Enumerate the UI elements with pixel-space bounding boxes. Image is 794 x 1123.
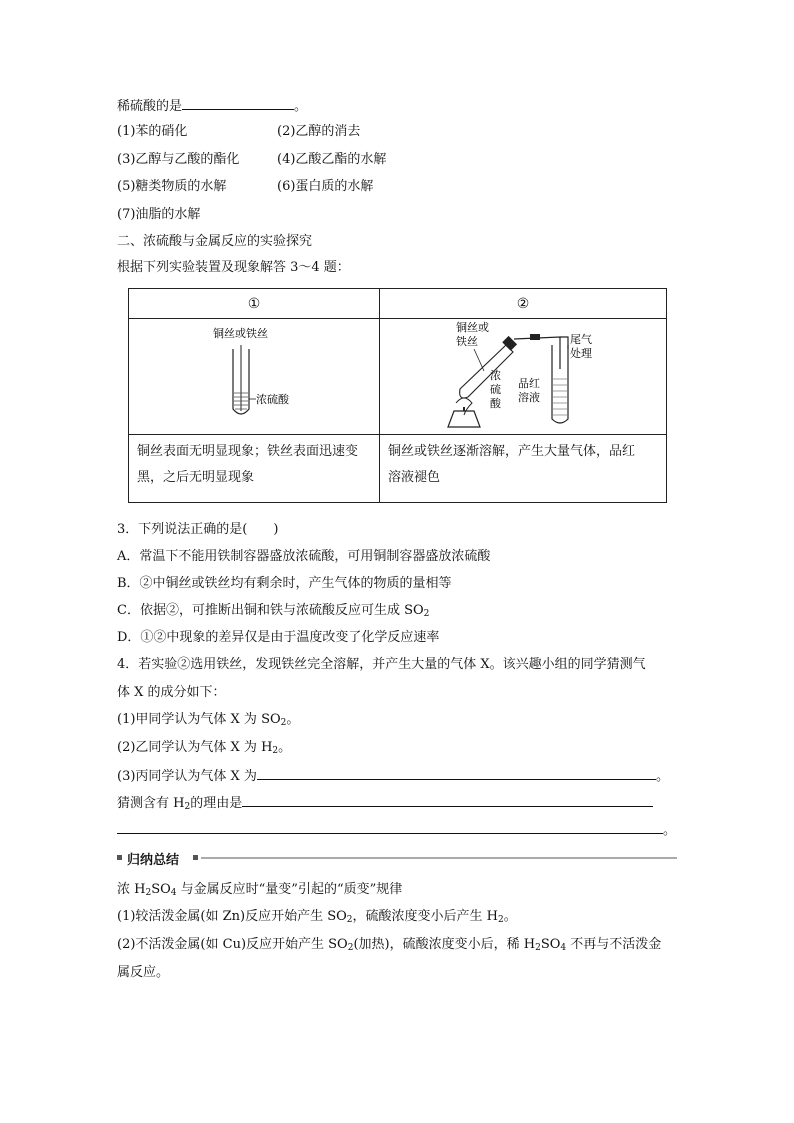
q3-option-d[interactable]: D．①②中现象的差异仅是由于温度改变了化学反应速率 <box>117 630 440 645</box>
summary-point-2-cont: 属反应。 <box>117 965 170 980</box>
q4-reason: 猜测含有 $H_2$的理由是 <box>117 793 653 813</box>
summary-rule: 浓 $H_2SO_4$ 与金属反应时“量变”引起的“质变”规律 <box>117 882 403 898</box>
inclined-tube <box>460 345 513 398</box>
alcohol-lamp <box>448 411 480 427</box>
figure-1-cell <box>129 319 380 435</box>
stopper <box>502 336 517 351</box>
square-bullet-icon <box>193 855 198 860</box>
q3-option-a[interactable]: A．常温下不能用铁制容器盛放浓硫酸，可用铜制容器盛放浓硫酸 <box>117 549 491 564</box>
section-intro: 根据下列实验装置及现象解答 3～4 题： <box>117 260 350 275</box>
svg-text:硫: 硫 <box>490 383 501 396</box>
option-row: (7)油脂的水解 <box>117 207 201 222</box>
summary-heading: 归纳总结 <box>117 849 677 867</box>
svg-text:铁丝: 铁丝 <box>456 335 478 348</box>
svg-text:品红: 品红 <box>518 377 540 390</box>
summary-point-2: (2)不活泼金属(如 Cu)反应开始产生 $SO_2$(加热)，硫酸浓度变小后，稀 $H_2SO_4$ 不再与不活泼金 <box>117 937 662 953</box>
option-row: (1)苯的硝化 (2)乙醇的消去 <box>117 124 361 139</box>
square-bullet-icon <box>117 855 122 860</box>
q4-guess-1: (1)甲同学认为气体 X 为 $SO_2$。 <box>117 712 300 728</box>
observation-1: 铜丝表面无明显现象；铁丝表面迅速变 黑，之后无明显现象 <box>129 435 380 503</box>
delivery-tube <box>514 337 560 369</box>
section-title: 二、浓硫酸与金属反应的实验探究 <box>117 234 313 249</box>
q4-stem: 4．若实验②选用铁丝，发现铁丝完全溶解，并产生大量的气体 X。该兴趣小组的同学猜测气 <box>117 657 646 672</box>
option-row: (3)乙醇与乙酸的酯化 (4)乙酸乙酯的水解 <box>117 152 387 167</box>
wire-label: 铜丝或铁丝 <box>213 327 268 340</box>
answer-blank[interactable] <box>242 793 653 807</box>
svg-text:铜丝或: 铜丝或 <box>456 321 489 334</box>
q4-reason-cont: 。 <box>117 820 676 840</box>
col2-header: ② <box>380 289 667 319</box>
test-tube-figure <box>129 319 379 430</box>
svg-text:处理: 处理 <box>570 347 592 360</box>
figure-2-cell <box>380 319 667 435</box>
heating-apparatus-figure <box>380 319 666 430</box>
observation-2: 铜丝或铁丝逐渐溶解，产生大量气体，品红 溶液褪色 <box>380 435 667 503</box>
summary-point-1: (1)较活泼金属(如 Zn)反应开始产生 $SO_2$，硫酸浓度变小后产生 $H_2$。 <box>117 909 517 925</box>
q3-stem: 3．下列说法正确的是( ) <box>117 522 279 537</box>
answer-blank[interactable] <box>117 820 663 834</box>
q3-option-b[interactable]: B．②中铜丝或铁丝均有剩余时，产生气体的物质的量相等 <box>117 576 452 591</box>
divider <box>201 857 677 859</box>
answer-blank[interactable] <box>182 96 294 110</box>
answer-blank[interactable] <box>257 766 656 780</box>
q3-option-c[interactable]: C．依据②，可推断出铜和铁与浓硫酸反应可生成 $SO_2$ <box>117 603 430 619</box>
acid-label: 浓硫酸 <box>256 393 289 406</box>
dye-solution <box>553 379 567 415</box>
q4-guess-3: (3)丙同学认为气体 X 为 。 <box>117 766 669 786</box>
flame <box>456 398 472 415</box>
question-tail: 稀硫酸的是 。 <box>117 96 307 116</box>
svg-text:酸: 酸 <box>490 397 501 410</box>
svg-text:尾气: 尾气 <box>570 333 592 346</box>
svg-text:溶液: 溶液 <box>518 391 540 404</box>
col1-header: ① <box>129 289 380 319</box>
q4-guess-2: (2)乙同学认为气体 X 为 $H_2$。 <box>117 740 292 756</box>
option-row: (5)糖类物质的水解 (6)蛋白质的水解 <box>117 179 374 194</box>
experiment-table <box>128 288 667 503</box>
svg-text:浓: 浓 <box>490 369 501 382</box>
q4-stem-cont: 体 X 的成分如下： <box>117 685 226 700</box>
